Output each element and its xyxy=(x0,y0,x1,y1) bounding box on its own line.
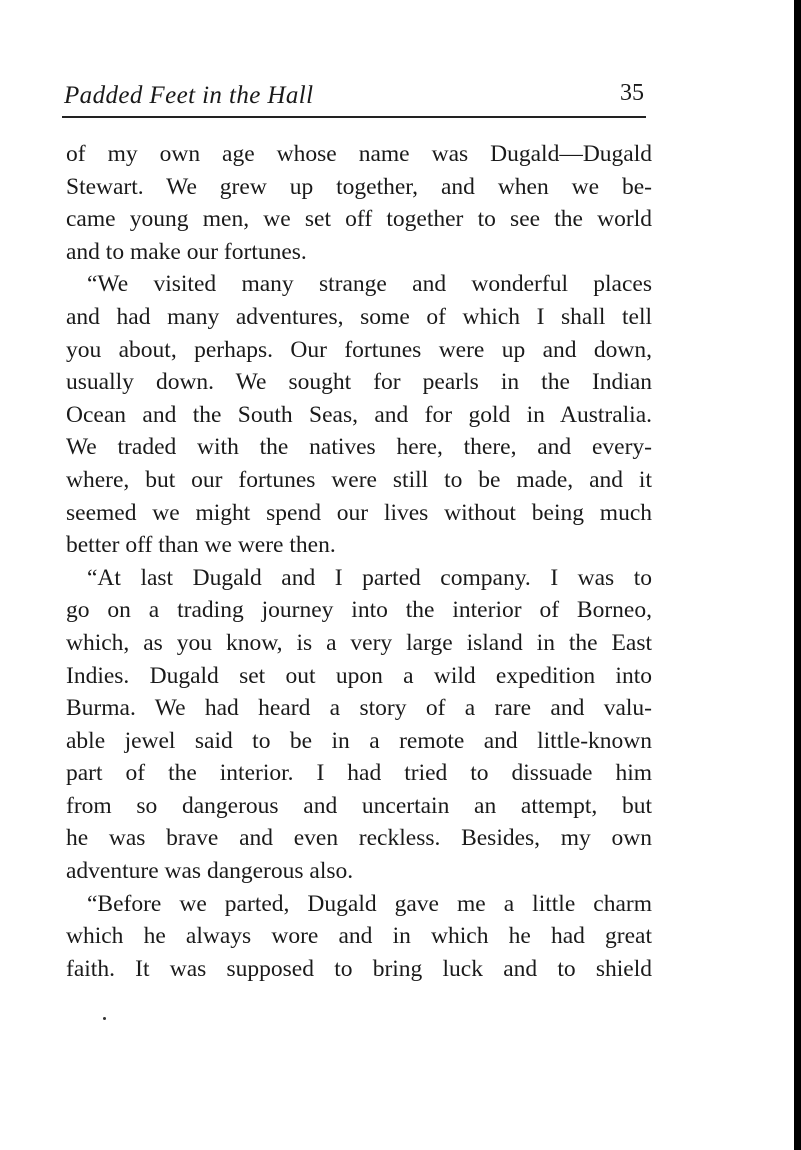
body-text xyxy=(66,138,652,985)
text-line: adventure was dangerous also. xyxy=(66,858,354,885)
text-line: faith. It was supposed to bring luck and to shield xyxy=(66,955,652,982)
page-number: 35 xyxy=(620,80,644,106)
page-edge-shadow xyxy=(794,0,801,1150)
running-title: Padded Feet in the Hall xyxy=(64,82,314,109)
text-line: from so dangerous and uncertain an attempt, but xyxy=(66,792,652,819)
text-line: Stewart. We grew up together, and when we be- xyxy=(66,173,652,200)
text-line: part of the interior. I had tried to dissuade him xyxy=(66,760,652,787)
text-line: better off than we were then. xyxy=(66,532,336,559)
text-line: Indies. Dugald set out upon a wild expedition into xyxy=(66,662,652,689)
text-line: seemed we might spend our lives without being much xyxy=(66,499,652,526)
page-header xyxy=(62,78,650,118)
text-line: of my own age whose name was Dugald—Dugald xyxy=(66,141,652,167)
text-line: he was brave and even reckless. Besides, my own xyxy=(66,825,652,852)
text-line: We traded with the natives here, there, and every- xyxy=(66,434,652,461)
text-line: which he always wore and in which he had great xyxy=(66,923,652,950)
text-line: you about, perhaps. Our fortunes were up and down, xyxy=(66,336,652,363)
text-line: go on a trading journey into the interior of Borneo, xyxy=(66,597,652,624)
text-line: usually down. We sought for pearls in the Indian xyxy=(66,369,652,396)
text-line: able jewel said to be in a remote and little-known xyxy=(66,727,652,754)
text-line: and had many adventures, some of which I shall tell xyxy=(66,303,652,330)
text-line: Ocean and the South Seas, and for gold in Australia. xyxy=(66,401,652,428)
text-line: came young men, we set off together to see the world xyxy=(66,206,652,233)
text-line: which, as you know, is a very large island in the East xyxy=(66,629,652,656)
header-rule xyxy=(62,116,646,118)
text-line: where, but our fortunes were still to be made, and it xyxy=(66,466,652,493)
scan-speck xyxy=(103,1017,106,1020)
text-line: Burma. We had heard a story of a rare and valu- xyxy=(66,695,652,722)
text-line: “Before we parted, Dugald gave me a little charm xyxy=(87,890,652,917)
text-line: “At last Dugald and I parted company. I was to xyxy=(87,564,652,591)
text-line: “We visited many strange and wonderful places xyxy=(87,271,652,298)
text-line: and to make our fortunes. xyxy=(66,238,307,265)
